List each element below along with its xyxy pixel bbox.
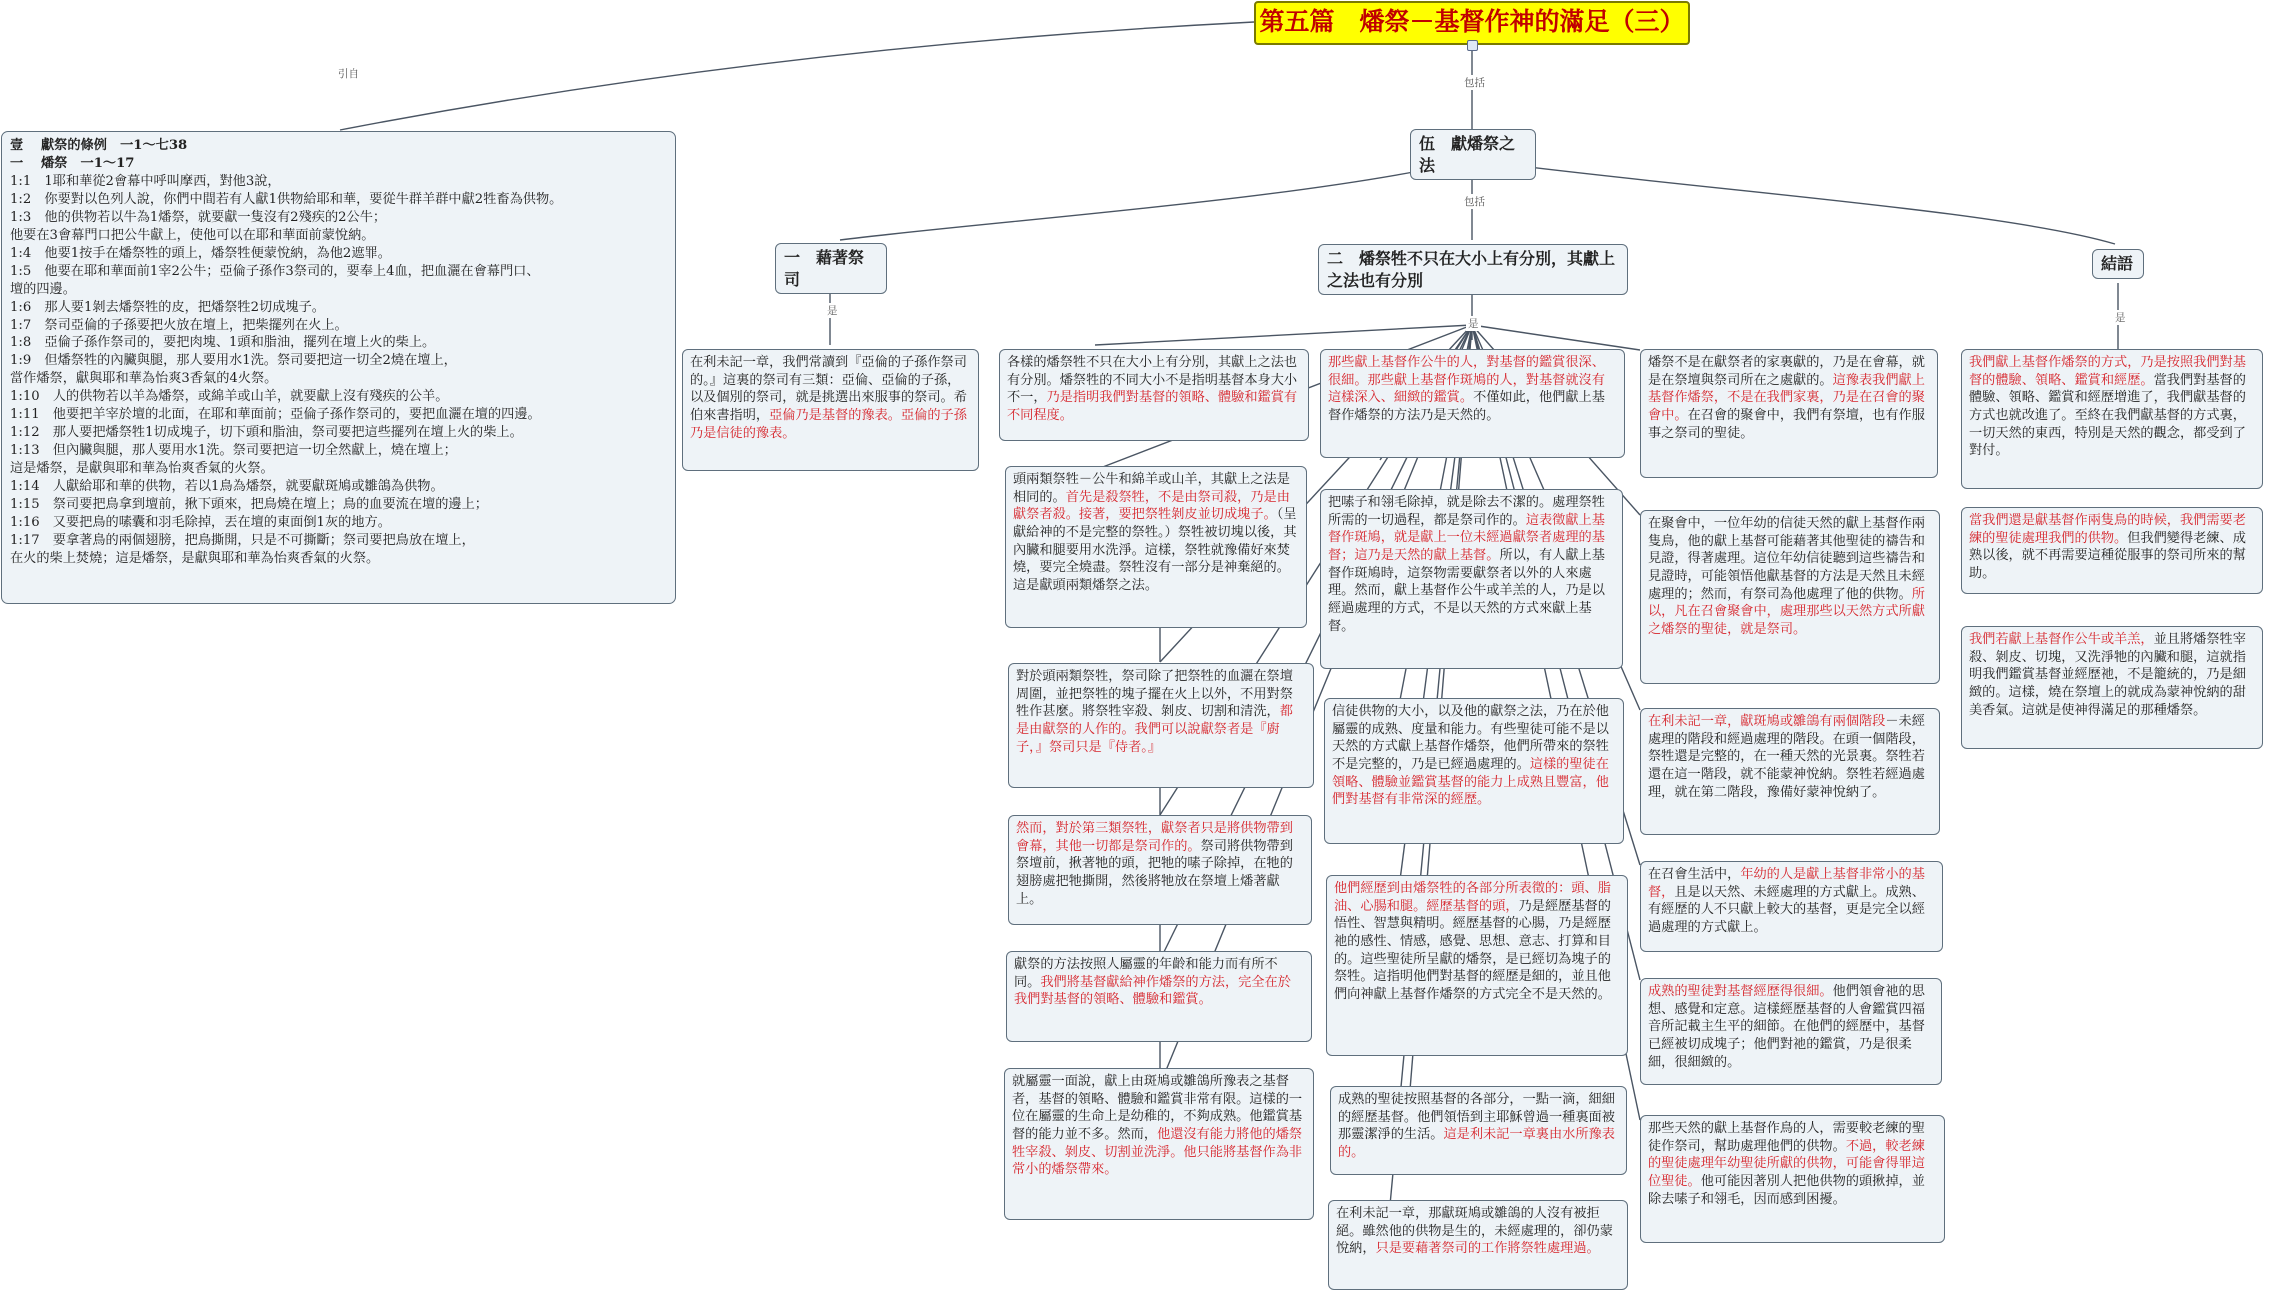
note-d2[interactable] (1320, 489, 1623, 669)
note-c5[interactable] (1006, 951, 1312, 1042)
highlighted-text: 在利未記一章，獻斑鳩或雛鴿有兩個階段 (1648, 714, 1886, 729)
highlighted-text: 這豫表我們獻上基督作燔祭，不是在我們家裏，乃是在召會的聚會中。 (1648, 372, 1925, 424)
scripture-verse-line: 1:12 那人要把燔祭牲1切成塊子，切下頭和脂油，祭司要把這些擺列在壇上火的柴上。 (10, 425, 523, 441)
highlighted-text: 成熟的聖徒對基督經歷得很細。 (1648, 984, 1833, 999)
note-text: 並且將燔祭牲宰殺、剝皮、切塊，又洗淨牠的內臟和腿，這就指明我們鑑賞基督並經歷祂，不是籠統的，乃是細緻的。這樣，燒在祭壇上的就成為蒙神悅納的甜美香氣。這就是使神得滿足的那種燔祭。 (1969, 632, 2246, 718)
highlighted-text: 然而，對於第三類祭牲，獻祭者只是將供物帶到會幕，其他一切都是祭司作的。 (1016, 821, 1293, 854)
note-text: 不僅如此，他們獻上基督作燔祭的方法乃是天然的。 (1328, 390, 1605, 424)
scripture-verse-line: 1:3 他的供物若以牛為1燔祭，就要獻一隻沒有2殘疾的2公牛； (10, 209, 387, 225)
note-text: 對於頭兩類祭牲，祭司除了把祭牲的血灑在祭壇周圍，並把祭牲的塊子擺在火上以外，不用對祭牲作甚麼。將祭牲宰殺、剝皮、切割和清洗， (1016, 669, 1293, 720)
scripture-verse-line: 1:16 又要把鳥的嗉囊和羽毛除掉，丟在壇的東面倒1灰的地方。 (10, 515, 391, 531)
topic-main[interactable]: 伍 獻燔祭之法 (1410, 129, 1536, 180)
note-e6[interactable] (1640, 1115, 1945, 1243)
note-c6[interactable] (1004, 1068, 1314, 1220)
scripture-heading-1: 壹 獻祭的條例 一1～七38 (10, 138, 188, 153)
note-d3[interactable] (1324, 698, 1624, 844)
note-f1[interactable] (1961, 349, 2263, 489)
note-c1[interactable] (999, 349, 1309, 441)
highlighted-text: 當我們還是獻基督作兩隻鳥的時候，我們需要老練的聖徒處理我們的供物。 (1969, 513, 2246, 546)
scripture-verse-line: 1:15 祭司要把鳥拿到壇前，揪下頭來，把鳥燒在壇上；鳥的血要流在壇的邊上； (10, 497, 488, 513)
connector-label-is-1: 是 (827, 305, 838, 317)
highlighted-text: 那些獻上基督作公牛的人，對基督的鑑賞很深、很細。那些獻上基督作斑鳩的人，對基督就沒有這樣深入、細緻的鑑賞。 (1328, 355, 1605, 406)
scripture-verses (10, 173, 667, 568)
topic-sub2[interactable]: 二 燔祭牲不只在大小上有分別，其獻上之法也有分別 (1318, 244, 1628, 295)
note-text: 各樣的燔祭牲不只在大小上有分別，其獻上之法也有分別。燔祭牲的不同大小不是指明基督本身大小不一， (1007, 355, 1298, 406)
note-text: 在利未記一章，那獻斑鳩或雛鴿的人沒有被拒絕。雖然他的供物是生的，未經處理的，卻仍蒙悅納， (1336, 1206, 1613, 1257)
connector-label-is-3: 是 (2115, 312, 2126, 324)
highlighted-text: 我們將基督獻給神作燔祭的方法，完全在於我們對基督的領略、體驗和鑑賞。 (1014, 974, 1291, 1008)
note-text: 所以，有人獻上基督作斑鳩時，這祭物需要獻祭者以外的人來處理。然而，獻上基督作公牛或羊羔的人，乃是以經過處理的方式，不是以天然的方式來獻上基督。 (1328, 548, 1605, 634)
highlighted-text: 乃是指明我們對基督的領略、體驗和鑑賞有不同程度。 (1007, 390, 1298, 424)
highlighted-text: 首先是殺祭牲，不是由祭司殺，乃是由獻祭者殺。接著，要把祭牲剝皮並切成塊子。 (1013, 489, 1290, 523)
note-text: 就屬靈一面說，獻上由斑鳩或雛鴿所豫表之基督者，基督的領略、體驗和鑑賞非常有限。這樣的一位在屬靈的生命上是幼稚的，不夠成熟。他鑑賞基督的能力並不多。然而， (1012, 1074, 1303, 1143)
scripture-panel (1, 131, 676, 604)
highlighted-text: 我們獻上基督作燔祭的方式，乃是按照我們對基督的體驗、領略、鑑賞和經歷。 (1969, 355, 2246, 388)
collapse-toggle-icon[interactable] (1467, 40, 1478, 51)
note-d5[interactable] (1330, 1086, 1627, 1175)
note-e1[interactable] (1640, 349, 1938, 478)
note-text: 他可能因著別人把他供物的頭揪掉，並除去嗉子和翎毛，因而感到困擾。 (1648, 1174, 1925, 1207)
scripture-verse-line: 在火的柴上焚燒；這是燔祭，是獻與耶和華為怡爽香氣的火祭。 (10, 550, 380, 566)
scripture-verse-line: 1:1 1耶和華從2會幕中呼叫摩西，對他3說， (10, 173, 281, 189)
note-text: 獻祭的方法按照人屬靈的年齡和能力而有所不同。 (1014, 957, 1278, 990)
note-c4[interactable] (1008, 815, 1312, 925)
scripture-heading-2: 一 燔祭 一1～17 (10, 155, 135, 171)
scripture-verse-line: 當作燔祭，獻與耶和華為怡爽3香氣的4火祭。 (10, 371, 278, 387)
note-d6[interactable] (1328, 1200, 1628, 1290)
note-text: 且是以天然、未經處理的方式獻上。成熟、有經歷的人不只獻上較大的基督，更是完全以經過處理的方式獻上。 (1648, 884, 1925, 936)
note-c3[interactable] (1008, 663, 1314, 788)
note-text: 在召會的聚會中，我們有祭壇，也有作服事之祭司的聖徒。 (1648, 408, 1925, 441)
scripture-verse-line: 1:10 人的供物若以羊為燔祭，或綿羊或山羊，就要獻上沒有殘疾的公羊。 (10, 389, 449, 405)
highlighted-text: 他還沒有能力將他的燔祭牲宰殺、剝皮、切割並洗淨。他只能將基督作為非常小的燔祭帶來。 (1012, 1127, 1303, 1178)
highlighted-text: 他們經歷到由燔祭牲的各部分所表徵的：頭、脂油、心腸和腿。經歷基督的頭， (1334, 881, 1611, 914)
note-text: 那些天然的獻上基督作鳥的人，需要較老練的聖徒作祭司，幫助處理他們的供物。 (1648, 1121, 1925, 1154)
note-e4[interactable] (1640, 861, 1943, 952)
note-text: （呈獻給神的不是完整的祭牲。）祭牲被切塊以後，其內臟和腿要用水洗淨。這樣，祭牲就豫備好來焚燒，要完全燒盡。祭牲沒有一部分是神棄絕的。這是獻頭兩類燔祭之法。 (1013, 507, 1297, 594)
highlighted-text: 不過，較老練的聖徒處理年幼聖徒所獻的供物，可能會得罪這位聖徒。 (1648, 1138, 1925, 1190)
scripture-verse-line: 他要在3會幕門口把公牛獻上，使他可以在耶和華面前蒙悅納。 (10, 227, 375, 243)
note-text: 祭司將供物帶到祭壇前，揪著牠的頭，把牠的嗉子除掉，在牠的翅膀處把牠撕開，然後將牠放在祭壇上燔著獻上。 (1016, 838, 1293, 907)
note-f3[interactable] (1961, 626, 2263, 749)
highlighted-text: 年幼的人是獻上基督非常小的基督， (1648, 867, 1925, 900)
note-priest[interactable] (682, 349, 979, 471)
scripture-verse-line: 1:7 祭司亞倫的子孫要把火放在壇上，把柴擺列在火上。 (10, 317, 348, 333)
scripture-verse-line: 1:13 但內臟與腿，那人要用水1洗。祭司要把這一切全然獻上，燒在壇上； (10, 443, 457, 459)
note-e5[interactable] (1640, 978, 1942, 1085)
note-c2[interactable] (1005, 466, 1307, 628)
note-text: 他們領會祂的思想、感覺和定意。這樣經歷基督的人會鑑賞四福音所記載主生平的細節。在他們的經歷中，基督已經被切成塊子；他們對祂的鑑賞，乃是很柔細，很細緻的。 (1648, 984, 1925, 1070)
connector-label-includes-mid: 包括 (1464, 196, 1485, 208)
highlighted-text: 我們若獻上基督作公牛或羊羔， (1969, 632, 2154, 647)
note-text: 在利未記一章，我們常讀到『亞倫的子孫作祭司的。』這裏的祭司有三類：亞倫、亞倫的子孫，以及個別的祭司，就是挑選出來服事的祭司。希伯來書指明， (690, 355, 967, 424)
note-f2[interactable] (1961, 507, 2263, 594)
note-e3[interactable] (1640, 708, 1940, 835)
note-text: 把嗉子和翎毛除掉，就是除去不潔的。處理祭牲所需的一切過程，都是祭司作的。 (1328, 495, 1605, 528)
note-text: 在聚會中，一位年幼的信徒天然的獻上基督作兩隻鳥，他的獻上基督可能藉著其他聖徒的禱告和見證，得著處理。這位年幼信徒聽到這些禱告和見證時，可能領悟他獻基督的方法是天然且未經處理的；然而，有祭司為他處理了他的供物。 (1648, 516, 1925, 602)
scripture-verse-line: 1:4 他要1按手在燔祭牲的頭上，燔祭牲便蒙悅納，為他2遮罪。 (10, 245, 391, 261)
highlighted-text: 這表徵獻上基督作斑鳩，就是獻上一位未經過獻祭者處理的基督；這乃是天然的獻上基督。 (1328, 512, 1605, 564)
scripture-verse-line: 1:9 但燔祭牲的內臟與腿，那人要用水1洗。祭司要把這一切全2燒在壇上， (10, 353, 457, 369)
highlighted-text: 這是利未記一章裏由水所豫表的。 (1338, 1127, 1615, 1161)
note-e2[interactable] (1640, 510, 1940, 684)
note-text: 燔祭不是在獻祭者的家裏獻的，乃是在會幕，就是在祭壇與祭司所在之處獻的。 (1648, 355, 1925, 388)
note-text: 乃是經歷祂的感性、情感，感覺、思想、意志、打算和目的。這些聖徒所呈獻的燔祭，是已經切為塊子的祭牲。這指明他們對基督的經歷是細的，並且他們向神獻上基督作燔祭的方式完全不是天然的。 (1334, 916, 1611, 1003)
topic-sub1[interactable]: 一 藉著祭司 (775, 243, 887, 294)
scripture-verse-line: 這是燔祭，是獻與耶和華為怡爽香氣的火祭。 (10, 461, 274, 477)
connector-label-includes-top: 包括 (1464, 77, 1485, 89)
note-d4[interactable] (1326, 875, 1628, 1056)
note-text: 頭兩類祭牲－公牛和綿羊或山羊，其獻上之法是相同的。 (1013, 472, 1290, 505)
note-text: 當我們對基督的體驗、領略、鑑賞和經歷增進了，我們獻基督的方式也就改進了。至終在我們獻基督的方式裏，一切天然的東西，特別是天然的觀念，都受到了對付。 (1969, 372, 2246, 459)
scripture-verse-line: 1:8 亞倫子孫作祭司的，要把肉塊、1頭和脂油，擺列在壇上火的柴上。 (10, 335, 436, 351)
highlighted-text: 所以，凡在召會聚會中，處理那些以天然方式所獻之燔祭的聖徒，就是祭司。 (1648, 586, 1925, 638)
highlighted-text: 這樣的聖徒在領略、體驗並鑑賞基督的能力上成熟且豐富，他們對基督有非常深的經歷。 (1332, 757, 1609, 808)
note-text: 乃是經歷基督的悟性、智慧與精明。經歷基督的心腸， (1334, 898, 1611, 932)
scripture-verse-line: 1:5 他要在耶和華面前1宰2公牛；亞倫子孫作3祭司的，要奉上4血，把血灑在會幕門口、 (10, 263, 540, 279)
note-d1[interactable] (1320, 349, 1625, 458)
topic-sub3[interactable]: 結語 (2092, 249, 2144, 279)
highlighted-text: 亞倫乃是基督的豫表。亞倫的子孫乃是信徒的豫表。 (690, 408, 967, 441)
page-title: 第五篇 燔祭－基督作神的滿足（三） (1254, 1, 1690, 45)
note-text: －未經處理的階段和經過處理的階段。在頭一個階段，祭牲還是完整的，在一種天然的光景裏。祭牲若還在這一階段，就不能蒙神悅納。祭牲若經過處理，就在第二階段，豫備好蒙神悅納了。 (1648, 714, 1925, 800)
connector-label-intro: 引自 (338, 68, 359, 80)
scripture-verse-line: 壇的四邊。 (10, 281, 76, 297)
connector-label-is-2: 是 (1468, 318, 1479, 330)
scripture-verse-line: 1:2 你要對以色列人說，你們中間若有人獻1供物給耶和華，要從牛群羊群中獻2牲畜為供物。 (10, 191, 563, 207)
scripture-verse-line: 1:6 那人要1剝去燔祭牲的皮，把燔祭牲2切成塊子。 (10, 299, 325, 315)
note-text: 但我們變得老練、成熟以後，就不再需要這種從服事的祭司所來的幫助。 (1969, 530, 2246, 582)
note-text: 信徒供物的大小，以及他的獻祭之法，乃在於他屬靈的成熟、度量和能力。有些聖徒可能不是以天然的方式獻上基督作燔祭，他們所帶來的祭牲不是完整的，乃是已經過處理的。 (1332, 704, 1609, 773)
note-text: 在召會生活中， (1648, 867, 1741, 882)
highlighted-text: 只是要藉著祭司的工作將祭牲處理過。 (1375, 1241, 1600, 1257)
note-text: 成熟的聖徒按照基督的各部分，一點一滴，細細的經歷基督。他們領悟到主耶穌曾過一種裏面被那靈潔淨的生活。 (1338, 1092, 1615, 1143)
scripture-verse-line: 1:14 人獻給耶和華的供物，若以1鳥為燔祭，就要獻斑鳩或雛鴿為供物。 (10, 479, 444, 495)
scripture-verse-line: 1:17 要拿著鳥的兩個翅膀，把鳥撕開，只是不可撕斷；祭司要把鳥放在壇上， (10, 532, 475, 548)
highlighted-text: 都是由獻祭的人作的。我們可以說獻祭者是『廚子，』祭司只是『侍者。』 (1016, 704, 1293, 755)
scripture-verse-line: 1:11 他要把羊宰於壇的北面，在耶和華面前；亞倫子孫作祭司的，要把血灑在壇的四邊。 (10, 407, 541, 423)
